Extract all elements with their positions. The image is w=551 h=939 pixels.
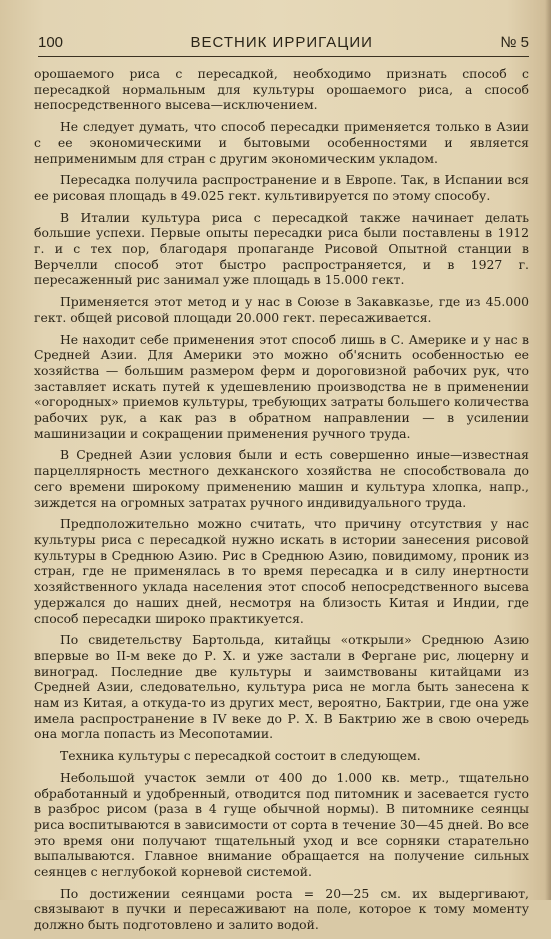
paragraph: Не следует думать, что способ пересадки применяется только в Азии с ее экономическими и бытовыми особенностями и является неприменимым для стран с другим экономическим укладом. — [34, 119, 529, 166]
page-number: 100 — [38, 34, 64, 51]
paragraph: орошаемого риса с пересадкой, необходимо признать способ с пересадкой нормальным для культуры орошаемого риса, а способ непосредственного высева—исключением. — [34, 66, 529, 113]
issue-number: № 5 — [500, 34, 529, 51]
paragraph: Предположительно можно считать, что причину отсутствия у нас культуры риса с пересадкой нужно искать в истории занесения рисовой культуры в Среднюю Азию. Рис в Среднюю Азию, повидимому, проник из стран, где не применялась в то время пересадка и в силу инертности хозяйственного уклада населения этот способ непосредственного высева удержался до наших дней, несмотря на близость Китая и Индии, где способ пересадки широко практикуется. — [34, 516, 529, 626]
paragraph: Не находит себе применения этот способ лишь в С. Америке и у нас в Средней Азии. Для Америки это можно об'яснить особенностью ее хозяйства — большим размером ферм и дороговизной рабочих рук, что заставляет искать путей к удешевлению производства не в применении «огородных» приемов культуры, требующих затраты большего количества рабочих рук, а как раз в обратном направлении — в усилении машинизации и сокращении применения ручного труда. — [34, 331, 529, 441]
paragraph: По свидетельству Бартольда, китайцы «открыли» Среднюю Азию впервые во II-м веке до Р. Х. и уже застали в Фергане рис, люцерну и виноград. Последние две культуры и заимствованы китайцами из Средней Азии, следовательно, культура риса не могла быть занесена к нам из Китая, а откуда-то из других мест, вероятно, Бактрии, где она уже имела распространение в IV веке до Р. Х. В Бактрию же в свою очередь она могла попасть из Месопотамии. — [34, 632, 529, 742]
journal-title: ВЕСТНИК ИРРИГАЦИИ — [190, 34, 373, 51]
paragraph: По достижении сеянцами роста = 20—25 см. их выдергивают, связывают в пучки и пересаживают на поле, которое к тому моменту должно быть подготовлено и залито водой. — [34, 885, 529, 933]
paragraph: В Италии культура риса с пересадкой также начинает делать большие успехи. Первые опыты пересадки риса были поставлены в 1912 г. и с тех пор, благодаря пропаганде Рисовой Опытной станции в Верчелли способ этот быстро распространяется, и в 1927 г. пересаженный рис занимал уже площадь в 15.000 гект. — [34, 209, 529, 288]
article-body — [34, 66, 529, 939]
paragraph: В Средней Азии условия были и есть совершенно иные—известная парцеллярность местного дехканского хозяйства не способствовала до сего времени широкому применению машин и культура хлопка, напр., зиждется на огромных затратах ручного индивидуального труда. — [34, 447, 529, 510]
running-header — [38, 34, 529, 57]
paragraph: Техника культуры с пересадкой состоит в следующем. — [60, 748, 421, 764]
paragraph: Пересадка получила распространение и в Европе. Так, в Испании вся ее рисовая площадь в 49.025 гект. культивируется по этому способу. — [34, 172, 529, 203]
paragraph: Небольшой участок земли от 400 до 1.000 кв. метр., тщательно обработанный и удобренный, отводится под питомник и засевается густо в разброс рисом (раза в 4 гуще обычной нормы). В питомнике сеянцы риса воспитываются в зависимости от сорта в течение 30—45 дней. Во все это время они получают тщательный уход и все сорняки старательно выпалываются. Главное внимание обращается на получение сильных сеянцев с неглубокой корневой системой. — [34, 769, 529, 880]
page-edge-shadow — [545, 0, 551, 900]
paragraph: Применяется этот метод и у нас в Союзе в Закавказье, где из 45.000 гект. общей рисовой площади 20.000 гект. пересаживается. — [34, 294, 529, 325]
